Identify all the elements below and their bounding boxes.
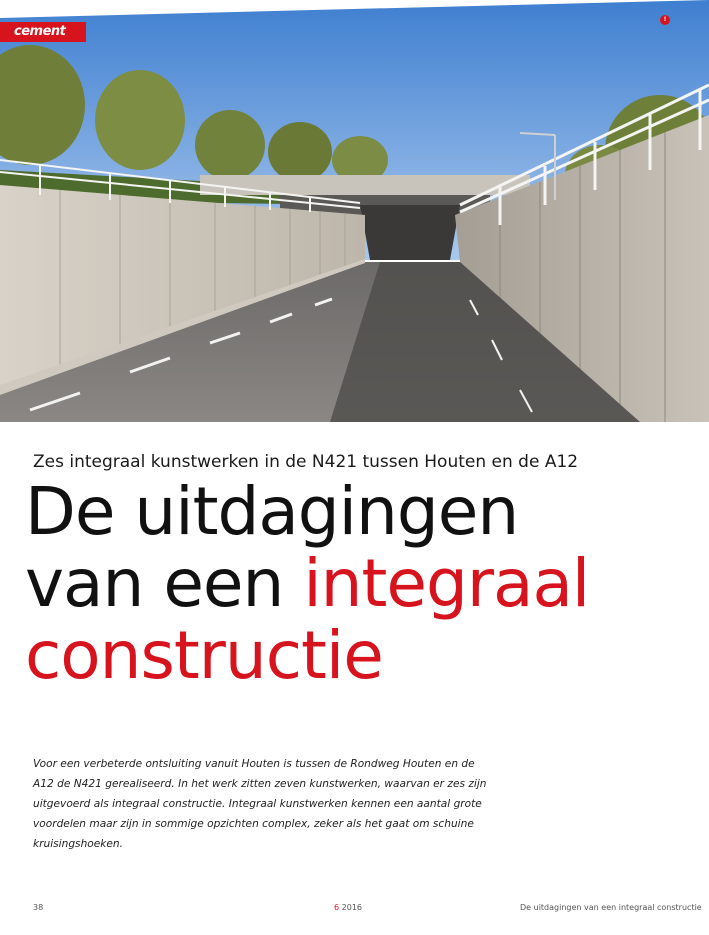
underpass-illustration	[0, 0, 709, 422]
marker-badge: !	[660, 15, 670, 25]
article-intro: Voor een verbeterde ontsluiting vanuit Houten is tussen de Rondweg Houten en de A12 de N421 gerealiseerd. In het werk zitten zeven kunstwerken, waarvan er zes zijn uitgevoerd als integraal constructie. Integraal kunstwerken kennen een aantal grote voordelen maar zijn in sommige opzichten complex, zeker als het gaat om schuine kruisingshoeken.	[33, 758, 487, 850]
article-title	[25, 473, 590, 694]
title-line-2-red: integraal	[303, 545, 590, 622]
tunnel	[360, 205, 460, 260]
title-line-3-red: constructie	[25, 617, 383, 694]
hero-photo	[0, 0, 709, 422]
title-line-1: De uitdagingen	[25, 473, 519, 550]
issue-number: 6	[334, 903, 340, 912]
page-number: 38	[33, 903, 44, 912]
bridge-deck	[200, 175, 530, 195]
article-kicker: Zes integraal kunstwerken in de N421 tussen Houten en de A12	[33, 452, 579, 472]
running-title: De uitdagingen van een integraal constructie	[520, 903, 702, 912]
title-line-2-black: van een	[25, 545, 304, 622]
issue-year: 2016	[339, 903, 362, 912]
magazine-logo: cement	[0, 22, 86, 42]
issue-info	[334, 903, 362, 912]
